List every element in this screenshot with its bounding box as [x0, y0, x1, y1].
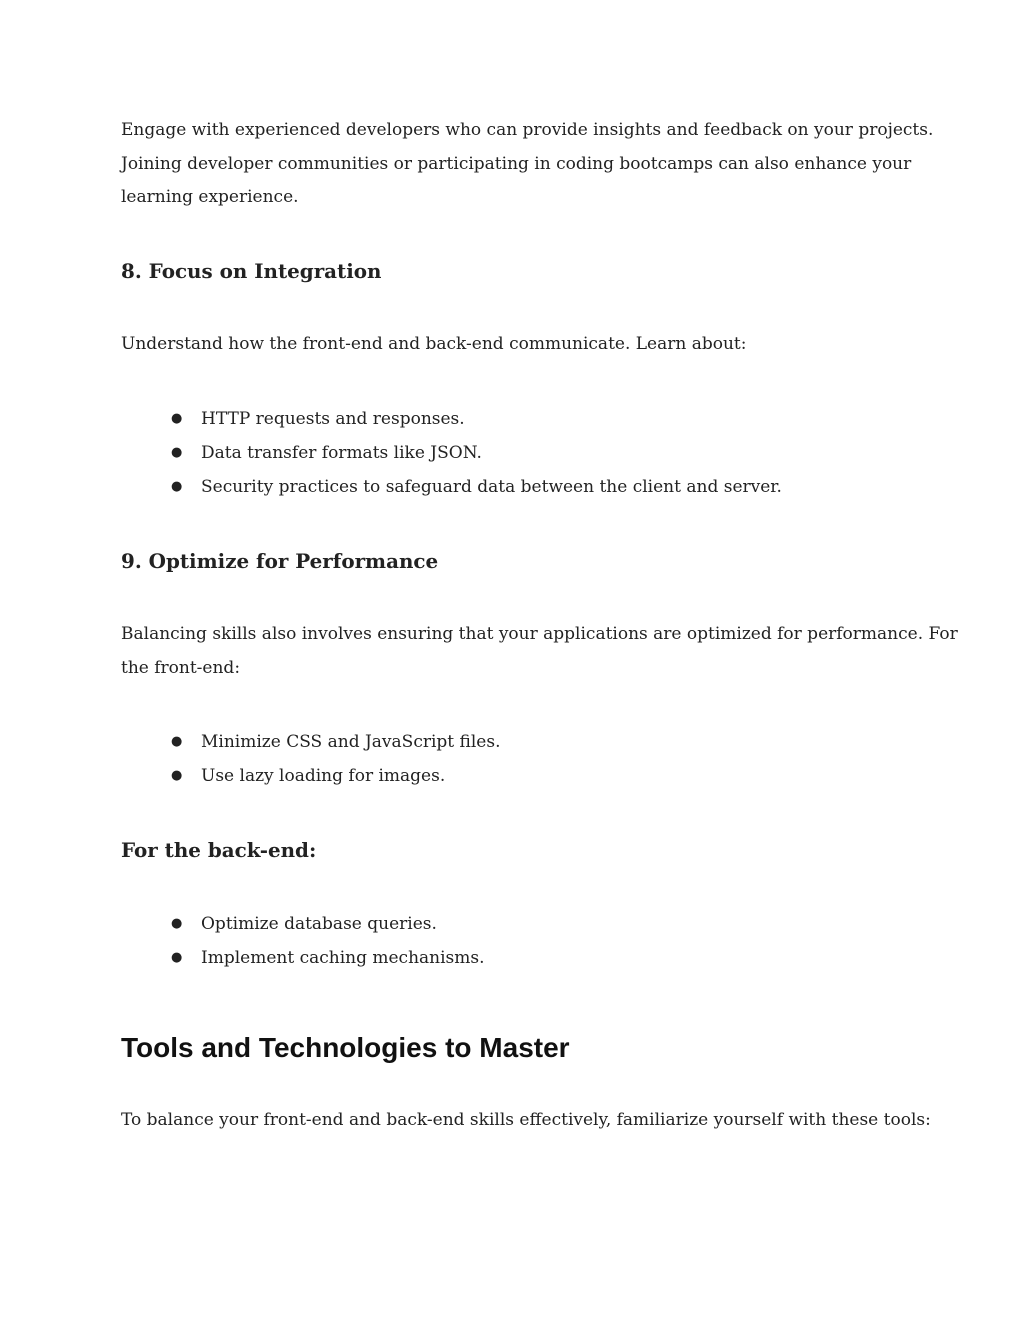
tools-section-intro — [121, 1104, 931, 1138]
list-item-text: Optimize database queries. — [201, 914, 437, 934]
backend-bullet-list — [121, 907, 485, 975]
list-item — [121, 941, 485, 975]
bullet-icon: ● — [171, 411, 183, 426]
paragraph-line: Balancing skills also involves ensuring that your applications are optimized for performance. For — [121, 624, 958, 644]
list-item — [121, 436, 782, 470]
paragraph-line: learning experience. — [121, 187, 299, 208]
list-item — [121, 402, 782, 436]
section-9-heading: 9. Optimize for Performance — [121, 549, 439, 573]
paragraph-line: Joining developer communities or participating in coding bootcamps can also enhance your — [121, 153, 912, 174]
paragraph-line: Engage with experienced developers who can provide insights and feedback on your projects. — [121, 120, 934, 140]
list-item-text: Implement caching mechanisms. — [201, 948, 485, 969]
list-item-text: Use lazy loading for images. — [201, 766, 446, 787]
bullet-icon: ● — [171, 479, 183, 495]
bullet-icon: ● — [171, 950, 183, 966]
section-8-heading: 8. Focus on Integration — [121, 259, 382, 283]
list-item-text: Data transfer formats like JSON. — [201, 443, 482, 464]
list-item — [121, 759, 500, 793]
intro-paragraph — [121, 114, 934, 215]
paragraph-line: To balance your front-end and back-end skills effectively, familiarize yourself with these tools: — [121, 1110, 931, 1130]
list-item — [121, 725, 500, 759]
section-8-intro — [121, 328, 911, 362]
backend-subheading: For the back-end: — [121, 838, 317, 862]
section-8-bullet-list — [121, 402, 782, 505]
frontend-bullet-list — [121, 725, 500, 793]
bullet-icon: ● — [171, 768, 183, 784]
paragraph-line: the front-end: — [121, 657, 241, 678]
section-9-intro — [121, 618, 958, 685]
list-item — [121, 470, 782, 504]
tools-section-heading: Tools and Technologies to Master — [121, 1032, 570, 1063]
bullet-icon: ● — [171, 734, 183, 749]
list-item-text: HTTP requests and responses. — [201, 409, 465, 429]
bullet-icon: ● — [171, 916, 183, 931]
list-item-text: Security practices to safeguard data between the client and server. — [201, 477, 782, 498]
list-item-text: Minimize CSS and JavaScript files. — [201, 732, 501, 752]
paragraph-line: Understand how the front-end and back-end communicate. Learn about: — [121, 334, 747, 354]
list-item — [121, 907, 485, 941]
bullet-icon: ● — [171, 445, 183, 461]
